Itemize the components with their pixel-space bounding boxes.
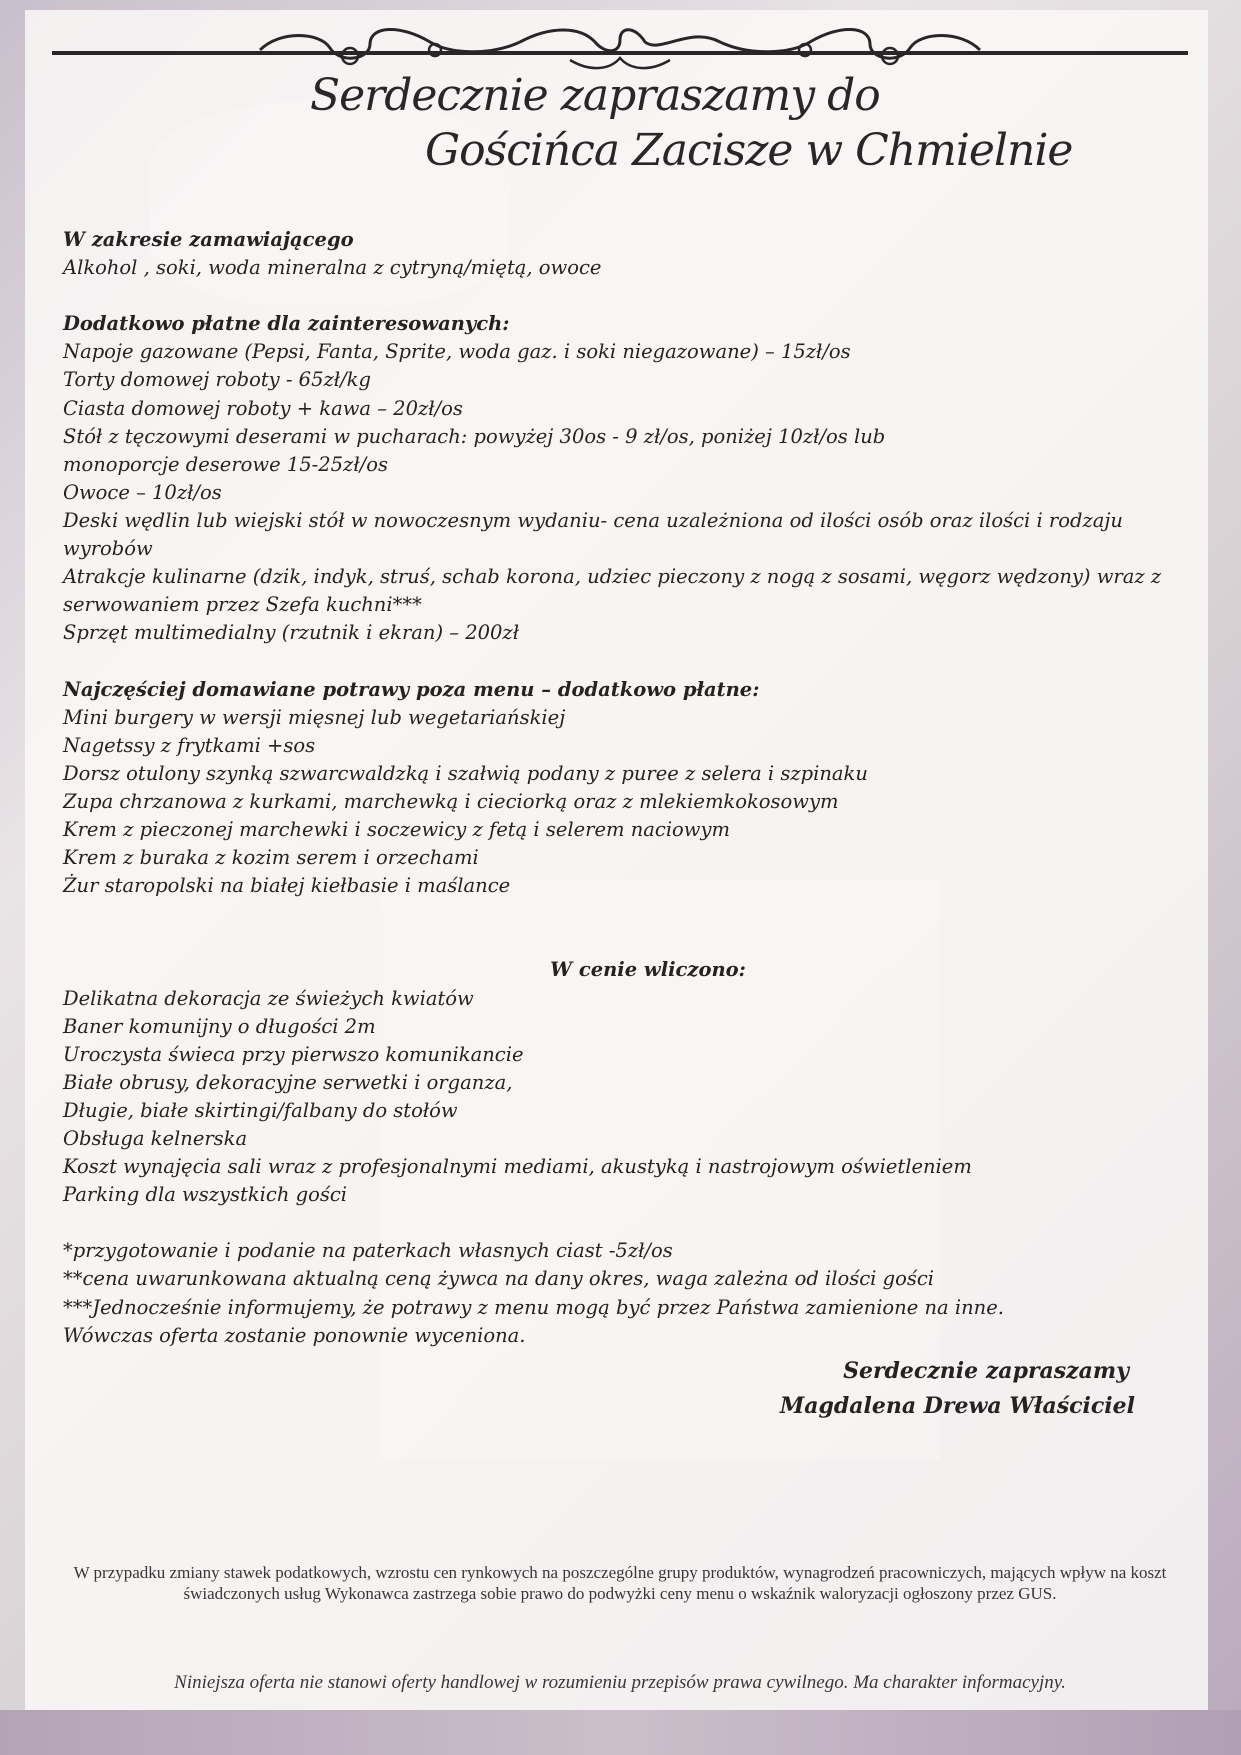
popular-item: Dorsz otulony szynką szwarcwaldzką i szałwią podany z puree z selera i szpinaku [63, 761, 868, 785]
page-title-line-2: Gościńca Zacisze w Chmielnie [425, 125, 1073, 176]
popular-item: Krem z buraka z kozim serem i orzechami [63, 846, 479, 870]
extra-item: Torty domowej roboty - 65zł/kg [63, 368, 371, 392]
extra-item: Stół z tęczowymi deserami w pucharach: powyżej 30os - 9 zł/os, poniżej 10zł/os lub [63, 424, 886, 448]
included-item: Koszt wynajęcia sali wraz z profesjonalnymi mediami, akustyką i nastrojowym oświetleniem [63, 1155, 972, 1179]
footnote: **cena uwarunkowana aktualną ceną żywca na dany okres, waga zależna od ilości gości [63, 1267, 934, 1291]
popular-item: Żur staropolski na białej kiełbasie i maślance [63, 874, 511, 898]
popular-heading: Najczęściej domawiane potrawy poza menu – dodatkowo płatne: [63, 677, 760, 701]
included-item: Uroczysta świeca przy pierwszo komunikancie [63, 1042, 524, 1066]
extra-heading: Dodatkowo płatne dla zainteresowanych: [63, 312, 510, 336]
bottom-band [0, 1710, 1241, 1755]
included-item: Delikatna dekoracja ze świeżych kwiatów [63, 986, 474, 1010]
extra-item: serwowaniem przez Szefa kuchni*** [63, 593, 422, 617]
extra-item: Ciasta domowej roboty + kawa – 20zł/os [63, 396, 463, 420]
legal-disclaimer: Niniejsza oferta nie stanowi oferty handlowej w rozumieniu przepisów prawa cywilnego. Ma charakter informacyjny. [174, 1672, 1066, 1693]
included-item: Białe obrusy, dekoracyjne serwetki i organza, [63, 1070, 513, 1094]
signature-greeting: Serdecznie zapraszamy [843, 1358, 1129, 1384]
client-heading: W zakresie zamawiającego [63, 228, 354, 251]
extra-item: Atrakcje kulinarne (dzik, indyk, struś, schab korona, udziec pieczony z nogą z sosami, węgorz wędzony) wraz z [63, 565, 1162, 589]
signature-name: Magdalena Drewa Właściciel [779, 1393, 1135, 1419]
popular-item: Krem z pieczonej marchewki i soczewicy z fetą i selerem naciowym [63, 817, 730, 841]
popular-item: Nagetssy z frytkami +sos [63, 733, 316, 757]
extra-item: monoporcje deserowe 15-25zł/os [63, 452, 388, 476]
extra-item: Sprzęt multimedialny (rzutnik i ekran) – 200zł [63, 621, 520, 645]
footnote: Wówczas oferta zostanie ponownie wyceniona. [63, 1323, 526, 1347]
popular-item: Mini burgery w wersji mięsnej lub wegetariańskiej [63, 705, 566, 729]
included-item: Obsługa kelnerska [63, 1127, 248, 1150]
offer-content [63, 226, 1173, 1350]
included-item: Długie, białe skirtingi/falbany do stołów [63, 1098, 458, 1122]
page-title-line-1: Serdecznie zapraszamy do [310, 70, 880, 121]
extra-item: wyrobów [63, 537, 153, 561]
popular-item: Zupa chrzanowa z kurkami, marchewką i cieciorką oraz z mlekiemkokosowym [63, 789, 839, 813]
extra-item: Owoce – 10zł/os [63, 480, 222, 504]
footnote: *przygotowanie i podanie na paterkach własnych ciast -5zł/os [63, 1239, 673, 1263]
price-change-note: W przypadku zmiany stawek podatkowych, wzrostu cen rynkowych na poszczególne grupy produktów, wynagrodzeń pracowniczych, mających wpływ na koszt świadczonych usług Wykonawca zastrzega sobie prawo do podwyżki ceny menu o wskaźnik waloryzacji ogłoszony przez GUS. [73, 1563, 1167, 1603]
extra-item: Deski wędlin lub wiejski stół w nowoczesnym wydaniu- cena uzależniona od ilości osób oraz ilości i rodzaju [63, 508, 1123, 532]
included-item: Parking dla wszystkich gości [63, 1183, 347, 1207]
included-heading: W cenie wliczono: [550, 958, 746, 982]
extra-item: Napoje gazowane (Pepsi, Fanta, Sprite, woda gaz. i soki niegazowane) – 15zł/os [63, 340, 851, 364]
client-item: Alkohol , soki, woda mineralna z cytryną/miętą, owoce [63, 256, 602, 280]
included-item: Baner komunijny o długości 2m [63, 1014, 376, 1038]
footnote: ***Jednocześnie informujemy, że potrawy z menu mogą być przez Państwa zamienione na inne. [63, 1295, 1004, 1319]
